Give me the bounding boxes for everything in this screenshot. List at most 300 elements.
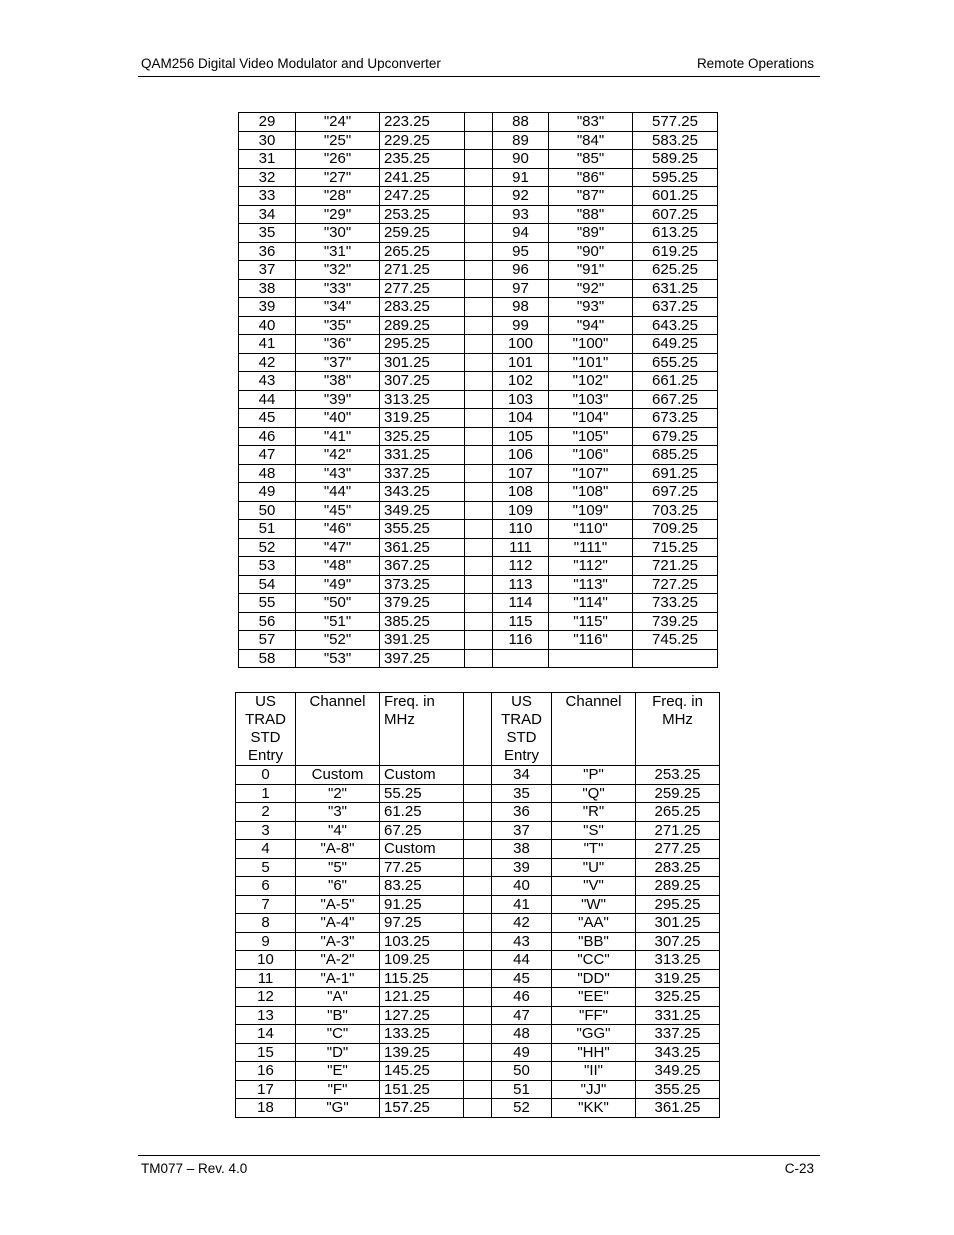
cell-freq: 67.25 (380, 821, 464, 840)
cell-entry: 1 (236, 784, 296, 803)
spacer-cell (465, 335, 493, 354)
cell-channel: "27" (296, 168, 380, 187)
cell-freq: 223.25 (380, 113, 465, 132)
cell-entry: 35 (239, 224, 296, 243)
cell-freq: 325.25 (380, 427, 465, 446)
cell-freq: 295.25 (636, 895, 720, 914)
cell-entry: 104 (493, 409, 549, 428)
cell-freq: 601.25 (633, 187, 718, 206)
cell-entry: 18 (236, 1099, 296, 1118)
cell-entry: 13 (236, 1006, 296, 1025)
cell-freq: 337.25 (380, 464, 465, 483)
cell-entry: 34 (492, 766, 552, 785)
cell-entry: 88 (493, 113, 549, 132)
table-row (239, 631, 718, 650)
cell-channel: "37" (296, 353, 380, 372)
cell-channel: "32" (296, 261, 380, 280)
table-row (239, 150, 718, 169)
cell-entry: 94 (493, 224, 549, 243)
cell-channel: "102" (549, 372, 633, 391)
spacer-cell (464, 803, 492, 822)
column-header-entry: US TRAD STD Entry (492, 693, 552, 766)
cell-freq: 289.25 (636, 877, 720, 896)
cell-channel: "28" (296, 187, 380, 206)
cell-freq: 589.25 (633, 150, 718, 169)
cell-entry: 29 (239, 113, 296, 132)
table-row (239, 612, 718, 631)
cell-entry: 56 (239, 612, 296, 631)
cell-entry: 103 (493, 390, 549, 409)
document-title: QAM256 Digital Video Modulator and Upconverter (141, 56, 441, 71)
cell-freq: 259.25 (380, 224, 465, 243)
cell-channel: "P" (552, 766, 636, 785)
spacer-cell (464, 895, 492, 914)
section-title: Remote Operations (696, 56, 814, 71)
cell-freq: 271.25 (636, 821, 720, 840)
cell-entry: 113 (493, 575, 549, 594)
spacer-cell (465, 316, 493, 335)
table-header-row (236, 693, 720, 766)
cell-channel: "108" (549, 483, 633, 502)
spacer-cell (464, 951, 492, 970)
cell-freq: 679.25 (633, 427, 718, 446)
cell-entry: 112 (493, 557, 549, 576)
cell-entry: 9 (236, 932, 296, 951)
cell-channel: "110" (549, 520, 633, 539)
column-header-freq: Freq. in MHz (380, 693, 464, 766)
column-header-channel: Channel (296, 693, 380, 766)
cell-channel: "3" (296, 803, 380, 822)
cell-entry: 8 (236, 914, 296, 933)
cell-freq: 373.25 (380, 575, 465, 594)
cell-channel: "A-3" (296, 932, 380, 951)
cell-freq: 655.25 (633, 353, 718, 372)
cell-entry: 32 (239, 168, 296, 187)
cell-channel: "U" (552, 858, 636, 877)
cell-freq: 325.25 (636, 988, 720, 1007)
cell-entry: 100 (493, 335, 549, 354)
cell-channel: "A-5" (296, 895, 380, 914)
cell-channel: "DD" (552, 969, 636, 988)
cell-channel: "T" (552, 840, 636, 859)
cell-channel: "6" (296, 877, 380, 896)
cell-entry: 11 (236, 969, 296, 988)
table-row (239, 298, 718, 317)
cell-freq: 697.25 (633, 483, 718, 502)
cell-freq: 727.25 (633, 575, 718, 594)
cell-channel: "48" (296, 557, 380, 576)
cell-freq: 151.25 (380, 1080, 464, 1099)
cell-freq: Custom (380, 766, 464, 785)
table-row (239, 242, 718, 261)
cell-freq: 673.25 (633, 409, 718, 428)
cell-freq: 295.25 (380, 335, 465, 354)
cell-freq: 367.25 (380, 557, 465, 576)
table-row (239, 131, 718, 150)
spacer-cell (465, 557, 493, 576)
table-row (236, 951, 720, 970)
cell-channel: "49" (296, 575, 380, 594)
cell-channel: "EE" (552, 988, 636, 1007)
cell-entry: 39 (492, 858, 552, 877)
cell-entry: 36 (492, 803, 552, 822)
cell-entry: 52 (239, 538, 296, 557)
spacer-cell (464, 932, 492, 951)
cell-entry: 6 (236, 877, 296, 896)
cell-channel: "D" (296, 1043, 380, 1062)
channel-table-continued (238, 112, 718, 668)
cell-freq: 157.25 (380, 1099, 464, 1118)
table-row (236, 988, 720, 1007)
cell-channel: "BB" (552, 932, 636, 951)
cell-channel: "A" (296, 988, 380, 1007)
spacer-cell (465, 205, 493, 224)
table-row (236, 766, 720, 785)
column-header-entry: US TRAD STD Entry (236, 693, 296, 766)
cell-freq: 127.25 (380, 1006, 464, 1025)
cell-entry: 17 (236, 1080, 296, 1099)
cell-freq: 631.25 (633, 279, 718, 298)
cell-freq: 667.25 (633, 390, 718, 409)
spacer-cell (465, 483, 493, 502)
table-row (239, 113, 718, 132)
cell-freq: 247.25 (380, 187, 465, 206)
cell-freq: 637.25 (633, 298, 718, 317)
cell-entry: 40 (239, 316, 296, 335)
page-number: C-23 (784, 1161, 814, 1176)
spacer-cell (464, 969, 492, 988)
table-row (239, 557, 718, 576)
cell-channel: "109" (549, 501, 633, 520)
cell-entry: 108 (493, 483, 549, 502)
table-row (239, 446, 718, 465)
cell-channel: "II" (552, 1062, 636, 1081)
table-row (239, 279, 718, 298)
cell-entry: 54 (239, 575, 296, 594)
cell-entry: 98 (493, 298, 549, 317)
cell-channel: "46" (296, 520, 380, 539)
cell-channel: "41" (296, 427, 380, 446)
cell-freq: 739.25 (633, 612, 718, 631)
table-row (236, 784, 720, 803)
table-row (239, 353, 718, 372)
cell-freq: 319.25 (636, 969, 720, 988)
cell-channel: "39" (296, 390, 380, 409)
cell-entry: 31 (239, 150, 296, 169)
cell-freq: 709.25 (633, 520, 718, 539)
cell-channel: "JJ" (552, 1080, 636, 1099)
cell-freq: 595.25 (633, 168, 718, 187)
spacer-cell (464, 877, 492, 896)
cell-channel: "34" (296, 298, 380, 317)
spacer-cell (465, 168, 493, 187)
spacer-cell (465, 131, 493, 150)
cell-channel: "92" (549, 279, 633, 298)
cell-channel: "B" (296, 1006, 380, 1025)
cell-entry: 90 (493, 150, 549, 169)
spacer-cell (465, 353, 493, 372)
cell-entry: 111 (493, 538, 549, 557)
cell-channel: "E" (296, 1062, 380, 1081)
cell-entry: 37 (239, 261, 296, 280)
table-row (239, 168, 718, 187)
table-row (236, 1043, 720, 1062)
cell-entry: 116 (493, 631, 549, 650)
cell-freq: 265.25 (380, 242, 465, 261)
cell-freq: 301.25 (636, 914, 720, 933)
cell-channel: "42" (296, 446, 380, 465)
cell-channel: "86" (549, 168, 633, 187)
cell-channel: "A-4" (296, 914, 380, 933)
cell-channel: "26" (296, 150, 380, 169)
spacer-cell (465, 187, 493, 206)
cell-channel: "36" (296, 335, 380, 354)
cell-channel: "111" (549, 538, 633, 557)
cell-channel: "30" (296, 224, 380, 243)
cell-channel: "40" (296, 409, 380, 428)
cell-entry: 7 (236, 895, 296, 914)
spacer-cell (465, 575, 493, 594)
cell-entry: 48 (492, 1025, 552, 1044)
cell-entry: 33 (239, 187, 296, 206)
cell-channel: "4" (296, 821, 380, 840)
table-row (239, 187, 718, 206)
cell-freq: 607.25 (633, 205, 718, 224)
table-row (239, 316, 718, 335)
cell-entry: 41 (239, 335, 296, 354)
cell-entry: 44 (239, 390, 296, 409)
cell-channel: "C" (296, 1025, 380, 1044)
table-row (236, 969, 720, 988)
cell-freq: 397.25 (380, 649, 465, 668)
cell-channel: "100" (549, 335, 633, 354)
cell-entry: 10 (236, 951, 296, 970)
cell-channel: "25" (296, 131, 380, 150)
cell-entry: 101 (493, 353, 549, 372)
cell-freq: 61.25 (380, 803, 464, 822)
cell-channel: "114" (549, 594, 633, 613)
table-row (239, 464, 718, 483)
table-row (239, 224, 718, 243)
cell-entry: 52 (492, 1099, 552, 1118)
cell-freq: 277.25 (380, 279, 465, 298)
cell-channel: "35" (296, 316, 380, 335)
spacer-cell (465, 261, 493, 280)
cell-entry: 35 (492, 784, 552, 803)
cell-entry: 45 (492, 969, 552, 988)
cell-entry: 51 (239, 520, 296, 539)
cell-entry: 51 (492, 1080, 552, 1099)
cell-freq: 613.25 (633, 224, 718, 243)
cell-entry: 15 (236, 1043, 296, 1062)
cell-freq: 349.25 (380, 501, 465, 520)
cell-entry: 44 (492, 951, 552, 970)
cell-entry: 47 (492, 1006, 552, 1025)
cell-freq: 343.25 (380, 483, 465, 502)
cell-channel: "104" (549, 409, 633, 428)
cell-channel: "88" (549, 205, 633, 224)
spacer-cell (464, 1080, 492, 1099)
cell-channel: "V" (552, 877, 636, 896)
cell-entry: 46 (239, 427, 296, 446)
cell-channel: "A-8" (296, 840, 380, 859)
cell-entry: 39 (239, 298, 296, 317)
spacer-cell (464, 693, 492, 766)
cell-entry: 97 (493, 279, 549, 298)
table-row (239, 501, 718, 520)
cell-freq: 133.25 (380, 1025, 464, 1044)
spacer-cell (465, 279, 493, 298)
cell-entry: 57 (239, 631, 296, 650)
cell-freq: 283.25 (636, 858, 720, 877)
cell-channel: "A-2" (296, 951, 380, 970)
cell-freq: 733.25 (633, 594, 718, 613)
cell-freq: 91.25 (380, 895, 464, 914)
spacer-cell (465, 446, 493, 465)
us-trad-std-table (235, 692, 720, 1118)
table-row (239, 205, 718, 224)
cell-freq: 649.25 (633, 335, 718, 354)
table-row (236, 914, 720, 933)
cell-entry: 99 (493, 316, 549, 335)
cell-entry: 105 (493, 427, 549, 446)
cell-freq: 253.25 (380, 205, 465, 224)
table-row (239, 649, 718, 668)
table-row (239, 390, 718, 409)
cell-entry: 49 (239, 483, 296, 502)
cell-channel: "94" (549, 316, 633, 335)
cell-freq: 331.25 (380, 446, 465, 465)
cell-channel: "84" (549, 131, 633, 150)
cell-freq: Custom (380, 840, 464, 859)
cell-freq: 229.25 (380, 131, 465, 150)
cell-freq: 271.25 (380, 261, 465, 280)
cell-freq: 259.25 (636, 784, 720, 803)
table-row (236, 1080, 720, 1099)
cell-freq: 583.25 (633, 131, 718, 150)
table-row (236, 1025, 720, 1044)
table-row (239, 335, 718, 354)
cell-entry: 38 (492, 840, 552, 859)
table-row (239, 594, 718, 613)
cell-channel: "115" (549, 612, 633, 631)
table-row (236, 1006, 720, 1025)
cell-channel: "47" (296, 538, 380, 557)
cell-entry: 16 (236, 1062, 296, 1081)
cell-channel: "Q" (552, 784, 636, 803)
cell-freq: 235.25 (380, 150, 465, 169)
cell-channel: "GG" (552, 1025, 636, 1044)
spacer-cell (465, 372, 493, 391)
spacer-cell (465, 520, 493, 539)
cell-entry: 115 (493, 612, 549, 631)
spacer-cell (465, 612, 493, 631)
spacer-cell (464, 784, 492, 803)
cell-freq: 103.25 (380, 932, 464, 951)
cell-channel: "G" (296, 1099, 380, 1118)
cell-entry: 110 (493, 520, 549, 539)
spacer-cell (465, 390, 493, 409)
spacer-cell (465, 409, 493, 428)
cell-channel: "R" (552, 803, 636, 822)
cell-entry: 102 (493, 372, 549, 391)
table-row (236, 877, 720, 896)
spacer-cell (464, 840, 492, 859)
table-row (236, 803, 720, 822)
table-row (236, 858, 720, 877)
cell-channel: "2" (296, 784, 380, 803)
spacer-cell (464, 1062, 492, 1081)
column-header-channel: Channel (552, 693, 636, 766)
spacer-cell (464, 1025, 492, 1044)
cell-freq: 745.25 (633, 631, 718, 650)
cell-entry: 96 (493, 261, 549, 280)
spacer-cell (465, 224, 493, 243)
table-row (239, 538, 718, 557)
cell-entry: 58 (239, 649, 296, 668)
cell-freq: 715.25 (633, 538, 718, 557)
cell-freq: 349.25 (636, 1062, 720, 1081)
cell-channel: "85" (549, 150, 633, 169)
cell-channel: "44" (296, 483, 380, 502)
cell-entry: 50 (492, 1062, 552, 1081)
cell-entry: 12 (236, 988, 296, 1007)
cell-channel: "45" (296, 501, 380, 520)
cell-entry: 91 (493, 168, 549, 187)
cell-entry: 114 (493, 594, 549, 613)
cell-channel: "33" (296, 279, 380, 298)
cell-freq: 577.25 (633, 113, 718, 132)
cell-freq: 355.25 (380, 520, 465, 539)
cell-channel: "38" (296, 372, 380, 391)
cell-entry: 45 (239, 409, 296, 428)
cell-entry: 40 (492, 877, 552, 896)
cell-freq: 721.25 (633, 557, 718, 576)
cell-channel: "W" (552, 895, 636, 914)
cell-entry: 107 (493, 464, 549, 483)
cell-entry: 0 (236, 766, 296, 785)
cell-channel: "106" (549, 446, 633, 465)
cell-channel: "FF" (552, 1006, 636, 1025)
cell-entry: 5 (236, 858, 296, 877)
table-row (239, 409, 718, 428)
cell-channel: "53" (296, 649, 380, 668)
cell-entry: 3 (236, 821, 296, 840)
cell-entry: 89 (493, 131, 549, 150)
cell-freq: 313.25 (380, 390, 465, 409)
cell-entry: 93 (493, 205, 549, 224)
cell-channel: "52" (296, 631, 380, 650)
cell-channel: "29" (296, 205, 380, 224)
cell-freq: 379.25 (380, 594, 465, 613)
document-revision: TM077 – Rev. 4.0 (141, 1161, 248, 1176)
cell-channel: "103" (549, 390, 633, 409)
table-row (236, 895, 720, 914)
cell-channel: "HH" (552, 1043, 636, 1062)
cell-freq: 109.25 (380, 951, 464, 970)
cell-channel: "90" (549, 242, 633, 261)
spacer-cell (464, 988, 492, 1007)
cell-entry: 43 (492, 932, 552, 951)
cell-freq: 685.25 (633, 446, 718, 465)
cell-freq: 661.25 (633, 372, 718, 391)
cell-freq: 265.25 (636, 803, 720, 822)
spacer-cell (465, 298, 493, 317)
cell-freq: 97.25 (380, 914, 464, 933)
cell-entry: 37 (492, 821, 552, 840)
cell-channel: "5" (296, 858, 380, 877)
cell-freq: 355.25 (636, 1080, 720, 1099)
